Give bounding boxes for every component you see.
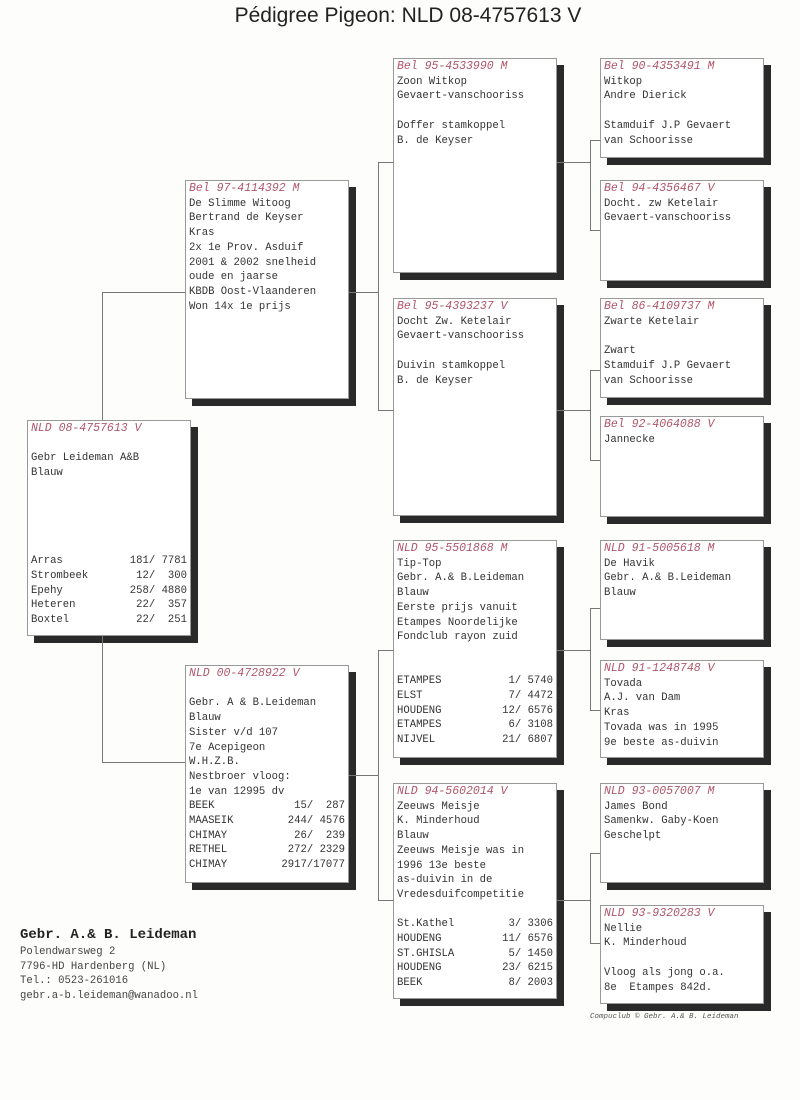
race-name: CHIMAY (189, 829, 228, 842)
info-line: Blauw (31, 467, 63, 480)
race-result (397, 976, 553, 991)
connector-line (590, 230, 600, 231)
info-line: Docht Zw. Ketelair (397, 315, 512, 328)
race-place: 6/ 3108 (508, 719, 553, 732)
connector-line (378, 900, 393, 901)
info-line: Samenkw. Gaby-Koen (604, 815, 719, 828)
info-line: Sister v/d 107 (189, 726, 279, 739)
race-result (189, 829, 345, 844)
info-line (604, 951, 760, 966)
info-line (397, 660, 553, 675)
page-title: Pédigree Pigeon: NLD 08-4757613 V (234, 4, 582, 27)
info-line: Etampes Noordelijke (397, 616, 518, 629)
info-line: Gevaert-vanschooriss (604, 212, 732, 225)
race-place: 1/ 5740 (508, 675, 553, 688)
info-line: 2x 1e Prov. Asduif (189, 241, 304, 254)
race-name: Epehy (31, 584, 63, 597)
info-line: Gevaert-vanschooriss (397, 330, 525, 343)
info-line (31, 540, 187, 555)
info-line: Gebr. A.& B.Leideman (397, 572, 525, 585)
info-line: 2001 & 2002 snelheid (189, 256, 317, 269)
race-place: 5/ 1450 (508, 947, 553, 960)
info-line: W.H.Z.B. (189, 756, 240, 769)
race-result (397, 932, 553, 947)
pigeon-card-sire-sire (393, 58, 557, 273)
info-line: 9e beste as-duivin (604, 736, 719, 749)
race-name: Strombeek (31, 570, 89, 583)
info-line: K. Minderhoud (397, 815, 480, 828)
info-line: oude en jaarse (189, 271, 279, 284)
race-result (31, 569, 187, 584)
info-line: Zwart (604, 345, 636, 358)
race-place: 11/ 6576 (502, 933, 553, 946)
race-place: 21/ 6807 (502, 734, 553, 747)
info-line: Vloog als jong o.a. (604, 966, 725, 979)
ring-number: NLD 91-5005618 M (604, 542, 715, 555)
info-line: van Schoorisse (604, 134, 694, 147)
ring-number: NLD 93-9320283 V (604, 907, 715, 920)
info-line: Kras (604, 707, 630, 720)
race-result (397, 689, 553, 704)
ring-number: Bel 94-4356467 V (604, 182, 715, 195)
race-name: BEEK (397, 977, 423, 990)
race-result (31, 598, 187, 613)
connector-line (378, 650, 393, 651)
connector-line (557, 650, 590, 651)
info-line: 1996 13e beste (397, 859, 487, 872)
pigeon-card-dam (185, 665, 349, 883)
race-name: RETHEL (189, 844, 228, 857)
ring-number: Bel 95-4393237 V (397, 300, 508, 313)
ring-number: Bel 97-4114392 M (189, 182, 300, 195)
connector-line (557, 900, 590, 901)
breeder-email: gebr.a-b.leideman@wanadoo.nl (20, 989, 199, 1002)
info-line (31, 481, 187, 496)
race-place: 244/ 4576 (287, 815, 345, 828)
race-place: 15/ 287 (294, 800, 345, 813)
pigeon-card-ss-dam (600, 180, 764, 281)
connector-line (590, 370, 600, 371)
connector-line (349, 292, 378, 293)
info-line (31, 437, 187, 452)
race-place: 7/ 4472 (508, 690, 553, 703)
breeder-address: Polendwarsweg 2 (20, 946, 116, 958)
race-result (189, 799, 345, 814)
connector-line (378, 162, 379, 410)
connector-line (590, 608, 600, 609)
ring-number: Bel 90-4353491 M (604, 60, 715, 73)
info-line: Gebr Leideman A&B (31, 452, 140, 465)
info-line (604, 329, 760, 344)
info-line (604, 104, 760, 119)
race-name: ETAMPES (397, 719, 442, 732)
info-line (189, 682, 345, 697)
pigeon-card-ds-sire (600, 540, 764, 640)
race-name: BEEK (189, 800, 215, 813)
ring-number: NLD 08-4757613 V (31, 422, 142, 435)
race-result (397, 674, 553, 689)
race-place: 12/ 300 (136, 570, 187, 583)
info-line: Blauw (189, 712, 221, 725)
connector-line (557, 162, 590, 163)
info-line: Andre Dierick (604, 90, 687, 103)
info-line: Nestbroer vloog: (189, 770, 291, 783)
race-name: MAASEIK (189, 815, 234, 828)
breeder-city: 7796-HD Hardenberg (NL) (20, 960, 167, 973)
pigeon-card-dam-sire (393, 540, 557, 758)
info-line: De Havik (604, 557, 655, 570)
info-line (31, 510, 187, 525)
race-place: 22/ 251 (136, 614, 187, 627)
software-credit: Compuclub © Gebr. A.& B. Leideman (590, 1013, 739, 1021)
race-result (397, 947, 553, 962)
ring-number: Bel 92-4064088 V (604, 418, 715, 431)
ring-number: NLD 00-4728922 V (189, 667, 300, 680)
race-name: ETAMPES (397, 675, 442, 688)
race-name: St.Kathel (397, 918, 455, 931)
race-place: 22/ 357 (136, 599, 187, 612)
info-line (397, 344, 553, 359)
connector-line (102, 292, 103, 420)
race-result (189, 858, 345, 873)
connector-line (590, 608, 591, 710)
info-line (31, 496, 187, 511)
connector-line (378, 162, 393, 163)
race-place: 272/ 2329 (287, 844, 345, 857)
race-name: Arras (31, 555, 63, 568)
info-line: Zeeuws Meisje (397, 800, 480, 813)
info-line: Kras (189, 227, 215, 240)
race-place: 12/ 6576 (502, 704, 553, 717)
pigeon-card-sire-dam (393, 298, 557, 516)
race-result (31, 554, 187, 569)
info-line: Zwarte Ketelair (604, 315, 700, 328)
info-line: Tovada was in 1995 (604, 721, 719, 734)
race-place: 181/ 7781 (129, 555, 187, 568)
race-place: 2917/17077 (281, 859, 345, 872)
race-result (397, 961, 553, 976)
info-line: Won 14x 1e prijs (189, 300, 291, 313)
info-line: Zeeuws Meisje was in (397, 844, 525, 857)
info-line: K. Minderhoud (604, 937, 687, 950)
connector-line (349, 775, 378, 776)
connector-line (378, 410, 393, 411)
race-name: ELST (397, 690, 423, 703)
info-line (31, 525, 187, 540)
connector-line (557, 410, 590, 411)
ring-number: NLD 93-0057007 M (604, 785, 715, 798)
connector-line (102, 762, 185, 763)
race-result (397, 917, 553, 932)
race-result (189, 843, 345, 858)
race-place: 23/ 6215 (502, 962, 553, 975)
connector-line (590, 370, 591, 460)
info-line: Blauw (604, 587, 636, 600)
connector-line (378, 650, 379, 900)
pigeon-card-ds-dam (600, 660, 764, 758)
connector-line (102, 292, 185, 293)
info-line: B. de Keyser (397, 374, 474, 387)
info-line: Stamduif J.P Gevaert (604, 359, 732, 372)
info-line: 1e van 12995 dv (189, 785, 285, 798)
ring-number: NLD 95-5501868 M (397, 542, 508, 555)
info-line (397, 645, 553, 660)
info-line: Gevaert-vanschooriss (397, 90, 525, 103)
info-line: 8e Etampes 842d. (604, 981, 713, 994)
info-line: Eerste prijs vanuit (397, 601, 518, 614)
race-place: 26/ 239 (294, 829, 345, 842)
connector-line (590, 140, 600, 141)
info-line: Stamduif J.P Gevaert (604, 119, 732, 132)
info-line: Fondclub rayon zuid (397, 631, 518, 644)
info-line: Docht. zw Ketelair (604, 197, 719, 210)
info-line: van Schoorisse (604, 374, 694, 387)
race-name: Boxtel (31, 614, 70, 627)
info-line: as-duivin in de (397, 874, 493, 887)
pigeon-card-sd-sire (600, 298, 764, 398)
breeder-name: Gebr. A.& B. Leideman (20, 927, 197, 943)
info-line: Gebr. A.& B.Leideman (604, 572, 732, 585)
info-line: Gebr. A & B.Leideman (189, 697, 317, 710)
info-line: A.J. van Dam (604, 692, 681, 705)
pigeon-card-ss-sire (600, 58, 764, 158)
connector-line (590, 943, 600, 944)
info-line: 7e Acepigeon (189, 741, 266, 754)
pigeon-card-sire (185, 180, 349, 399)
info-line: Zoon Witkop (397, 75, 467, 88)
info-line: KBDB Oost-Vlaanderen (189, 285, 317, 298)
race-result (31, 584, 187, 599)
race-place: 8/ 2003 (508, 977, 553, 990)
pigeon-card-dam-dam (393, 783, 557, 999)
race-result (31, 613, 187, 628)
info-line: Nellie (604, 922, 643, 935)
race-place: 3/ 3306 (508, 918, 553, 931)
connector-line (590, 710, 600, 711)
pigeon-card-dd-sire (600, 783, 764, 883)
info-line: Geschelpt (604, 830, 662, 843)
ring-number: NLD 94-5602014 V (397, 785, 508, 798)
race-name: NIJVEL (397, 734, 436, 747)
info-line: Duivin stamkoppel (397, 359, 506, 372)
info-line: Doffer stamkoppel (397, 119, 506, 132)
ring-number: Bel 86-4109737 M (604, 300, 715, 313)
info-line: Tip-Top (397, 557, 442, 570)
info-line: Tovada (604, 677, 643, 690)
breeder-contact (20, 925, 198, 1003)
race-name: ST.GHISLA (397, 947, 455, 960)
race-name: CHIMAY (189, 859, 228, 872)
race-place: 258/ 4880 (129, 584, 187, 597)
race-result (397, 704, 553, 719)
pigeon-card-subject (27, 420, 191, 636)
connector-line (590, 460, 600, 461)
info-line: Witkop (604, 75, 643, 88)
race-result (189, 814, 345, 829)
connector-line (590, 853, 600, 854)
pigeon-card-sd-dam (600, 416, 764, 517)
info-line: James Bond (604, 800, 668, 813)
ring-number: NLD 91-1248748 V (604, 662, 715, 675)
race-name: HOUDENG (397, 704, 442, 717)
info-line: Blauw (397, 830, 429, 843)
info-line: Jannecke (604, 433, 655, 446)
race-name: HOUDENG (397, 933, 442, 946)
info-line: B. de Keyser (397, 134, 474, 147)
breeder-phone: Tel.: 0523-261016 (20, 975, 129, 988)
pigeon-card-dd-dam (600, 905, 764, 1004)
info-line (397, 104, 553, 119)
info-line: Vredesduifcompetitie (397, 888, 525, 901)
race-result (397, 733, 553, 748)
race-result (397, 718, 553, 733)
connector-line (590, 140, 591, 230)
connector-line (590, 853, 591, 943)
info-line: Blauw (397, 587, 429, 600)
info-line (397, 903, 553, 918)
connector-line (102, 636, 103, 763)
info-line: Bertrand de Keyser (189, 212, 304, 225)
info-line: De Slimme Witoog (189, 197, 291, 210)
race-name: Heteren (31, 599, 76, 612)
ring-number: Bel 95-4533990 M (397, 60, 508, 73)
race-name: HOUDENG (397, 962, 442, 975)
